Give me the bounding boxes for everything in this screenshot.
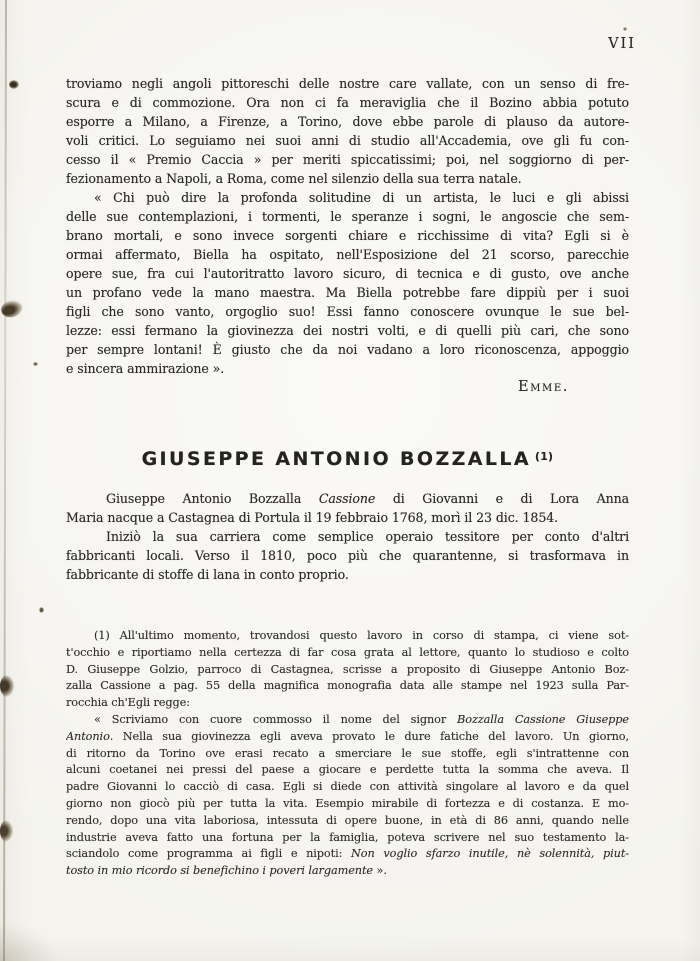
section-heading-title: GIUSEPPE ANTONIO BOZZALLA	[141, 448, 532, 470]
text-run: cesso il « Premio Caccia » per meriti spiccatissimi; poi, nel soggiorno di per-	[66, 152, 629, 167]
text-run: zalla Cassione a pag. 55 della magnifica monografia data alle stampe nel 1923 sulla Par-	[66, 679, 629, 693]
text-line	[66, 746, 629, 763]
text-run: di Giovanni e di Lora Anna	[375, 491, 629, 506]
text-line	[66, 645, 629, 662]
text-line	[66, 112, 629, 131]
text-line	[66, 283, 629, 302]
footnote-text	[66, 628, 629, 880]
text-line	[66, 188, 629, 207]
scan-spot	[39, 607, 44, 613]
scan-spot	[33, 362, 38, 366]
text-run: « Chi può dire la profonda solitudine di un artista, le luci e gli abissi	[94, 190, 629, 205]
text-run: ormai affermato, Biella ha ospitato, nell'Esposizione del 21 scorso, parecchie	[66, 247, 629, 262]
text-line	[66, 131, 629, 150]
italic-text: tosto in mio ricordo si benefichino i poveri largamente	[66, 864, 374, 878]
text-line	[66, 662, 629, 679]
text-run: padre Giovanni lo cacciò di casa. Egli si diede con attività singolare al lavoro e da quel	[66, 780, 629, 794]
text-run: Iniziò la sua carriera come semplice operaio tessitore per conto d'altri	[106, 529, 629, 544]
corner-shade	[0, 921, 60, 961]
text-run: ».	[373, 864, 387, 878]
paragraph	[66, 712, 629, 880]
page-fold-edge	[3, 0, 7, 961]
text-run: fabbricanti locali. Verso il 1810, poco più che quarantenne, si trasformava in	[66, 548, 629, 563]
text-line	[66, 527, 629, 546]
text-run: fezionamento a Napoli, a Roma, come nel silenzio della sua terra natale.	[66, 171, 522, 186]
text-line	[66, 830, 629, 847]
text-line	[66, 169, 629, 188]
italic-text: Cassione	[318, 491, 376, 506]
text-run: . Nella sua giovinezza egli aveva provato le dure fatiche del lavoro. Un giorno,	[109, 729, 629, 743]
text-line	[66, 863, 629, 880]
scan-spot	[9, 80, 19, 89]
section-heading	[66, 448, 629, 470]
text-run: brano mortali, e sono invece sorgenti chiare e ricchissime di vita? Egli si è	[66, 228, 629, 243]
text-line	[66, 628, 629, 645]
text-line	[66, 796, 629, 813]
text-run: rendo, dopo una vita laboriosa, intessuta di opere buone, in età di 86 anni, quando nelle	[66, 813, 629, 827]
text-run: « Scriviamo con cuore commosso il nome del signor	[94, 712, 458, 726]
text-line	[66, 321, 629, 340]
text-line	[66, 779, 629, 796]
text-line	[66, 74, 629, 93]
text-run: un profano vede la mano maestra. Ma Biella potrebbe fare dippiù per i suoi	[66, 285, 629, 300]
page-number: VII	[608, 36, 636, 52]
article-signature: Emme.	[518, 379, 569, 395]
italic-text: Antonio	[66, 729, 110, 743]
text-line	[66, 846, 629, 863]
text-run: (1) All'ultimo momento, trovandosi questo lavoro in corso di stampa, ci viene sot-	[94, 629, 629, 642]
text-line	[66, 508, 629, 527]
text-run: di ritorno da Torino ove erasi recato a smerciare le sue stoffe, egli s'intrattenne con	[66, 746, 629, 760]
text-line	[66, 762, 629, 779]
text-run: scura e di commozione. Ora non ci fa meraviglia che il Bozino abbia potuto	[66, 95, 629, 110]
text-run: opere sue, fra cui l'autoritratto lavoro sicuro, di tecnica e di gusto, ove anche	[66, 266, 629, 281]
text-line	[66, 245, 629, 264]
text-line	[66, 359, 629, 378]
text-line	[66, 264, 629, 283]
scan-spot	[0, 675, 14, 697]
text-run: giorno non giocò più per tutta la vita. Esempio mirabile di fortezza e di costanza. E mo-	[66, 796, 629, 810]
text-line	[66, 93, 629, 112]
text-run: fabbricante di stoffe di lana in conto proprio.	[66, 567, 349, 582]
text-run: sciandolo come programma ai figli e nipoti:	[66, 847, 351, 861]
text-line	[66, 546, 629, 565]
paragraph	[66, 527, 629, 584]
text-run: delle sue contemplazioni, i tormenti, le speranze i sogni, le angoscie che sem-	[66, 209, 629, 224]
text-run: t'occhio e riportiamo nella certezza di far cosa grata al lettore, quanto lo studioso e colto	[66, 645, 629, 659]
text-line	[66, 302, 629, 321]
text-line	[66, 565, 629, 584]
text-line	[66, 489, 629, 508]
text-run: lezze: essi fermano la giovinezza dei nostri volti, e di quelli più cari, che sono	[66, 323, 629, 338]
text-run: Maria nacque a Castagnea di Portula il 19 febbraio 1768, morì il 23 dic. 1854.	[66, 510, 559, 525]
text-line	[66, 226, 629, 245]
text-run: troviamo negli angoli pittoreschi delle nostre care vallate, con un senso di fre-	[66, 76, 629, 91]
paragraph	[66, 74, 629, 188]
scan-spot	[0, 820, 13, 842]
text-line	[66, 729, 629, 746]
text-run: industrie aveva fatto una fortuna per la famiglia, poteva scrivere nel suo testamento la-	[66, 830, 629, 844]
text-line	[66, 150, 629, 169]
text-line	[66, 813, 629, 830]
paragraph	[66, 628, 629, 712]
text-line	[66, 340, 629, 359]
text-run: voli critici. Lo seguiamo nei suoi anni di studio all'Accademia, ove gli fu con-	[66, 133, 629, 148]
text-run: e sincera ammirazione ».	[66, 361, 225, 376]
article-end-text	[66, 74, 629, 378]
text-run: esporre a Milano, a Firenze, a Torino, dove ebbe parole di plauso da autore-	[66, 114, 629, 129]
text-line	[66, 712, 629, 729]
text-line	[66, 695, 629, 712]
italic-text: Non voglio sfarzo inutile, nè solennità, piut-	[351, 847, 629, 861]
text-run: rocchia ch'Egli regge:	[66, 696, 190, 710]
text-run: figli che sono vanto, orgoglio suo! Essi fanno conoscere ovunque le sue bel-	[66, 304, 629, 319]
italic-text: Bozzalla Cassione Giuseppe	[457, 712, 629, 726]
biography-text	[66, 489, 629, 584]
text-run: D. Giuseppe Golzio, parroco di Castagnea, scrisse a proposito di Giuseppe Antonio Boz-	[66, 662, 629, 676]
paragraph	[66, 489, 629, 527]
text-run: per sempre lontani! È giusto che da noi vadano a loro riconoscenza, appoggio	[66, 342, 629, 357]
scan-spot	[623, 27, 627, 31]
text-run: alcuni coetanei nei pressi del paese a giocare e perdette tutta la somma che aveva. Il	[66, 763, 629, 777]
text-line	[66, 678, 629, 695]
text-run: Giuseppe Antonio Bozzalla	[106, 491, 319, 506]
footnote-marker: (1)	[535, 451, 554, 463]
paragraph	[66, 188, 629, 378]
text-line	[66, 207, 629, 226]
